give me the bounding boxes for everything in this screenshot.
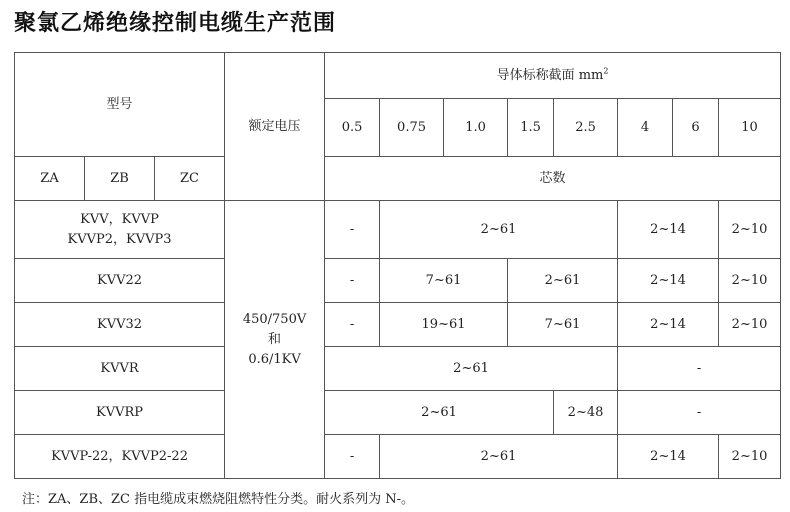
table-row (15, 259, 781, 303)
core-cell: 7~61 (508, 303, 618, 347)
core-cell: 2~48 (554, 391, 618, 435)
header-row-1 (15, 53, 781, 99)
sub-model-header: ZA (15, 157, 85, 201)
core-cell: - (325, 259, 380, 303)
core-cell: 2~14 (618, 201, 719, 259)
size-header: 0.5 (325, 99, 380, 157)
size-header: 10 (719, 99, 781, 157)
model-line: KVVP2，KVVP3 (67, 231, 172, 247)
core-cell: 2~10 (719, 259, 781, 303)
core-cell: 2~61 (325, 391, 554, 435)
core-cell: 2~10 (719, 303, 781, 347)
core-cell: 2~14 (618, 303, 719, 347)
sub-model-header: ZC (155, 157, 225, 201)
table-row (15, 303, 781, 347)
core-cell: 19~61 (380, 303, 508, 347)
model-cell: KVV22 (15, 259, 225, 303)
core-cell: 2~14 (618, 259, 719, 303)
core-cell: 2~61 (380, 435, 618, 479)
size-header: 6 (673, 99, 719, 157)
section-header-sup: 2 (603, 66, 609, 76)
table-row (15, 391, 781, 435)
model-header: 型号 (15, 53, 225, 157)
core-cell: 2~14 (618, 435, 719, 479)
table-row (15, 435, 781, 479)
size-header: 4 (618, 99, 673, 157)
voltage-line: 和 (268, 331, 282, 347)
core-cell: 2~61 (380, 201, 618, 259)
model-cell: KVVP-22，KVVP2-22 (15, 435, 225, 479)
header-row-3 (15, 157, 781, 201)
core-cell: - (618, 391, 781, 435)
model-cell: KVV32 (15, 303, 225, 347)
core-cell: 2~61 (508, 259, 618, 303)
size-header: 1.5 (508, 99, 554, 157)
core-cell: - (325, 303, 380, 347)
core-cell: 2~61 (325, 347, 618, 391)
table-row (15, 347, 781, 391)
voltage-line: 450/750V (242, 311, 307, 327)
model-cell: KVVR (15, 347, 225, 391)
core-cell: - (325, 201, 380, 259)
table-row (15, 201, 781, 259)
core-cell: 7~61 (380, 259, 508, 303)
model-cell (15, 201, 225, 259)
sub-model-header: ZB (85, 157, 155, 201)
voltage-header: 额定电压 (225, 53, 325, 201)
page-title: 聚氯乙烯绝缘控制电缆生产范围 (14, 11, 337, 36)
model-line: KVV，KVVP (80, 211, 159, 227)
core-cell: - (618, 347, 781, 391)
production-range-table (14, 52, 781, 479)
core-cell: 2~10 (719, 435, 781, 479)
voltage-line: 0.6/1KV (248, 351, 301, 367)
voltage-cell (225, 201, 325, 479)
core-cell: - (325, 435, 380, 479)
footnote: 注：ZA、ZB、ZC 指电缆成束燃烧阻燃特性分类。耐火系列为 N-。 (22, 492, 415, 507)
section-header-text: 导体标称截面 mm (496, 67, 604, 83)
model-cell: KVVRP (15, 391, 225, 435)
core-count-header: 芯数 (325, 157, 781, 201)
size-header: 1.0 (444, 99, 508, 157)
size-header: 2.5 (554, 99, 618, 157)
core-cell: 2~10 (719, 201, 781, 259)
size-header: 0.75 (380, 99, 444, 157)
section-header (325, 53, 781, 99)
